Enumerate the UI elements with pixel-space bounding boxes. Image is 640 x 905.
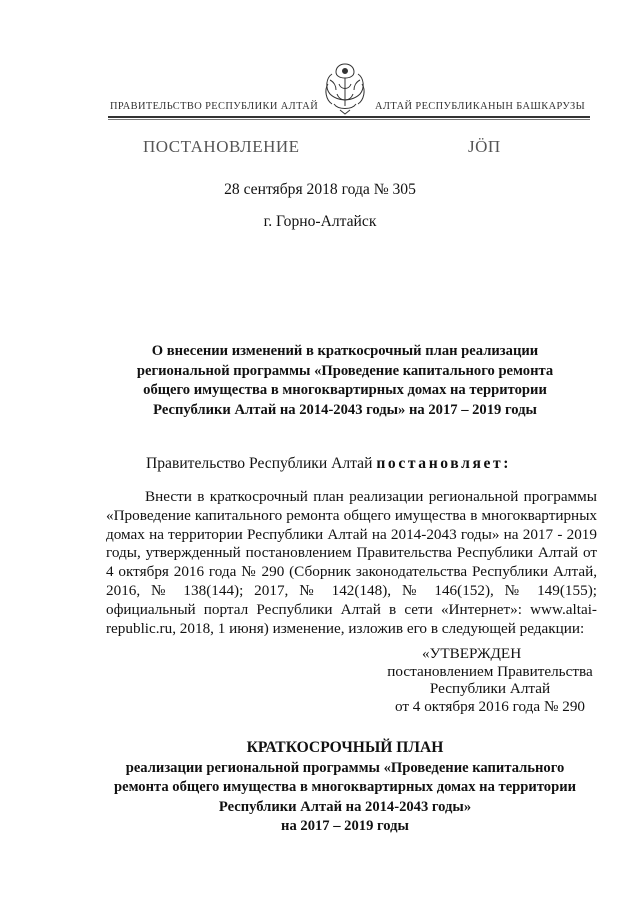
- plan-heading: [100, 738, 590, 836]
- body-paragraph: Внести в краткосрочный план реализации региональной программы «Проведение капитального ремонта общего имущества в многоквартирных домах на территории Республики Алтай на 2014-2043 годы» на 2017 - 2019 годы, утвержденный постановлением Правительства Республики Алтай от 4 октября 2016 года № 290 (Сборник законодательства Республики Алтай, 2016, № 138(144); 2017, № 142(148), № 146(152), № 149(155); официальный портал Республики Алтай в сети «Интернет»: www.altai-republic.ru, 2018, 1 июня) изменение, изложив его в следующей редакции:: [106, 488, 597, 637]
- header-rule: [108, 116, 590, 118]
- title-line: Республики Алтай на 2014-2043 годы» на 2017 – 2019 годы: [153, 401, 537, 418]
- plan-line: Республики Алтай на 2014-2043 годы»: [218, 798, 472, 815]
- government-name-altai: АЛТАЙ РЕСПУБЛИКАНЫН БАШКАРУЗЫ: [375, 101, 586, 112]
- plan-line: ремонта общего имущества в многоквартирных домах на территории: [113, 779, 577, 796]
- title-line: региональной программы «Проведение капитального ремонта: [136, 362, 554, 379]
- decree-verb: постановляет:: [376, 455, 512, 472]
- decree-intro: Правительство Республики Алтай: [146, 455, 377, 472]
- approval-line: от 4 октября 2016 года № 290: [394, 697, 586, 715]
- government-name-russian: ПРАВИТЕЛЬСТВО РЕСПУБЛИКИ АЛТАЙ: [110, 101, 319, 112]
- coat-of-arms-icon: [322, 60, 368, 116]
- plan-line: реализации региональной программы «Проведение капитального: [125, 760, 565, 777]
- title-line: общего имущества в многоквартирных домах на территории: [143, 382, 547, 398]
- doc-type-russian: ПОСТАНОВЛЕНИЕ: [143, 137, 300, 156]
- approval-line: постановлением Правительства: [387, 662, 593, 680]
- approval-line: Республики Алтай: [429, 680, 551, 698]
- plan-title: КРАТКОСРОЧНЫЙ ПЛАН: [246, 739, 444, 756]
- plan-line: на 2017 – 2019 годы: [281, 817, 409, 834]
- decree-city: г. Горно-Алтайск: [263, 213, 377, 230]
- header-rule-thin: [108, 119, 590, 120]
- decree-title: [110, 342, 580, 420]
- doc-type-altai: ЈӦП: [468, 137, 501, 156]
- decree-statement: [146, 455, 511, 473]
- approval-stamp: [360, 645, 620, 715]
- decree-date-number: 28 сентября 2018 года № 305: [224, 181, 416, 198]
- title-line: О внесении изменений в краткосрочный план реализации: [151, 343, 539, 359]
- approval-line: «УТВЕРЖДЕН: [422, 645, 522, 662]
